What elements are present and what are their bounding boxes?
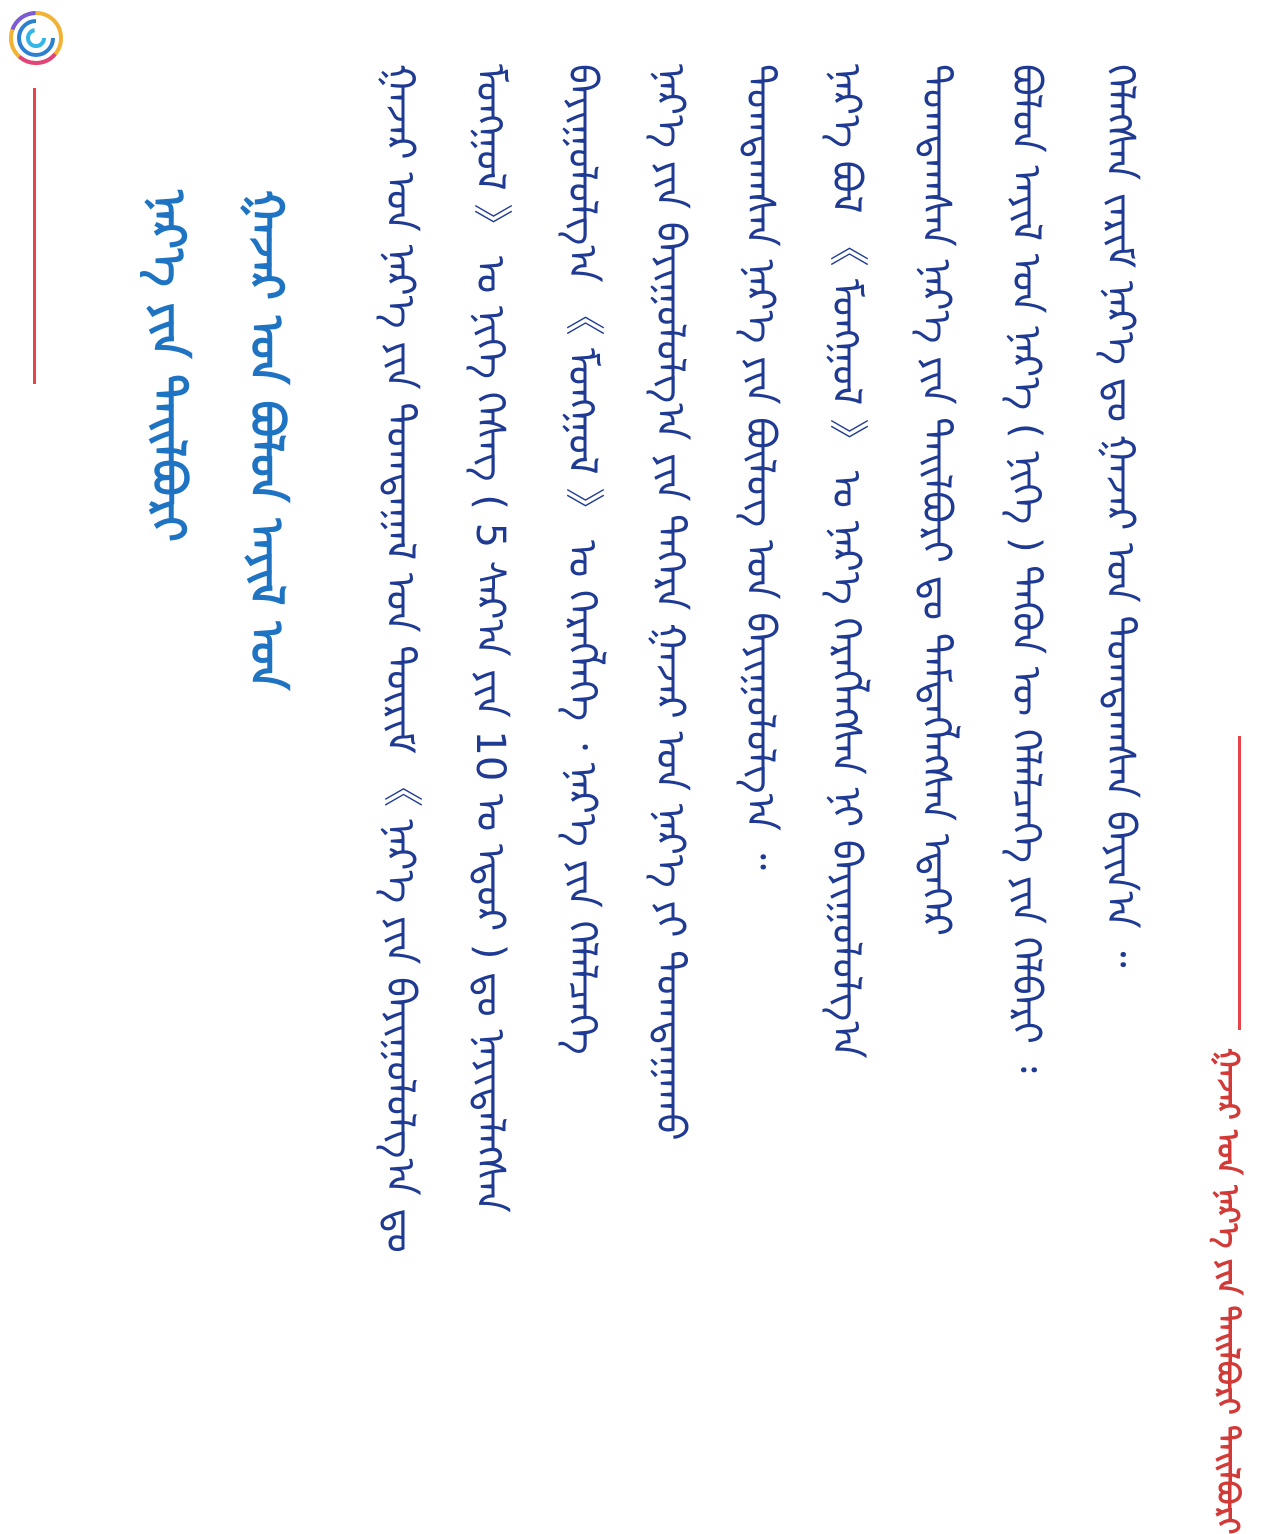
body-line-2: ᠪᠣᠯᠤᠨ ᠠᠶᠢᠯ ᠤᠨ ᠨᠡᠷ᠎ᠡ ( ᠨᠢᠭᠡ ) ᠲᠡᠭᠦᠨ ᠦ ᠬᠡᠯᠡᠯᠴᠡᠭᠡ ᠶᠢᠨ ᠬᠡᠯᠪᠡᠷᠢ ᠄ bbox=[1003, 64, 1049, 1073]
right-accent-divider bbox=[1238, 736, 1241, 1030]
body-line-8: ᠮᠣᠩᠭᠣᠯ 》 ᠤ ᠨᠢᠭᠡ ᠬᠡᠰᠡᠭ ( 5 ᠰᠠᠷ᠎ᠠ ᠶᠢᠨ 10 ᠤ ᠡᠳᠦᠷ ) ᠳᠤ ᠨᠡᠶᠢᠲᠡᠯᠡᠭᠰᠡᠨ bbox=[467, 64, 513, 1213]
title-line-1: ᠭᠠᠵᠠᠷ ᠤᠨ ᠪᠣᠯᠤᠨ ᠠᠶᠢᠯ ᠤᠨ bbox=[240, 190, 294, 691]
body-line-7: ᠪᠠᠶᠢᠭᠤᠯᠤᠯᠭ᠎ᠠ 《 ᠮᠣᠩᠭᠣᠯ 》 ᠤ ᠬᠡᠷᠡᠭᠯᠡᠭᠡ ᠂ ᠨᠡᠷ᠎ᠡ ᠶᠢᠨ ᠬᠡᠯᠡᠯᠴᠡᠭᠡ bbox=[559, 64, 605, 1055]
title-line-2: ᠨᠡᠷ᠎ᠡ ᠶᠢᠨ ᠲᠠᠢᠯᠪᠤᠷᠢ bbox=[142, 190, 196, 542]
body-line-5: ᠲᠣᠭᠲᠠᠭᠰᠠᠨ ᠨᠡᠷ᠎ᠡ ᠶᠢᠨ ᠪᠦᠯᠦᠭ ᠤᠨ ᠪᠠᠶᠢᠭᠤᠯᠤᠯᠭ᠎ᠠ ᠃ bbox=[737, 64, 783, 870]
spiral-logo-icon bbox=[8, 10, 64, 66]
body-line-9: ᠭᠠᠵᠠᠷ ᠤᠨ ᠨᠡᠷ᠎ᠡ ᠶᠢᠨ ᠲᠣᠭᠲᠠᠭᠠᠯ ᠤᠨ ᠳᠦᠷᠢᠮ 《 ᠨᠡᠷ᠎ᠡ ᠶᠢᠨ ᠪᠠᠶᠢᠭᠤᠯᠤᠯᠭ᠎ᠠ ᠳᠤ bbox=[377, 64, 423, 1253]
body-line-6: ᠨᠡᠷ᠎ᠡ ᠶᠢᠨ ᠪᠠᠶᠢᠭᠤᠯᠤᠯᠭ᠎ᠠ ᠶᠢᠨ ᠳᠡᠭᠡᠷᠡ ᠭᠠᠵᠠᠷ ᠤᠨ ᠨᠡᠷ᠎ᠡ ᠶᠢ ᠲᠣᠭᠲᠠᠭᠠᠬᠤ bbox=[647, 64, 693, 1141]
body-line-3: ᠲᠣᠭᠲᠠᠭᠰᠠᠨ ᠨᠡᠷ᠎ᠡ ᠶᠢᠨ ᠲᠠᠢᠯᠪᠤᠷᠢ ᠳᠤ ᠲᠡᠮᠳᠡᠭᠯᠡᠭᠰᠡᠨ ᠡᠳᠡᠭᠡᠷ bbox=[913, 64, 959, 937]
series-label: ᠭᠠᠵᠠᠷ ᠤᠨ ᠨᠡᠷ᠎ᠡ ᠶᠢᠨ ᠲᠠᠢᠯᠪᠤᠷᠢ ᠲᠠᠢᠯᠪᠤᠷᠢ bbox=[1210, 1048, 1245, 1534]
body-line-4: ᠨᠡᠷ᠎ᠡ ᠪᠣᠯ 《 ᠮᠣᠩᠭᠣᠯ 》 ᠤ ᠨᠡᠷ᠎ᠡ ᠬᠡᠷᠡᠭᠯᠡᠭᠰᠡᠨ ᠨᠢ ᠪᠠᠶᠢᠭᠤᠯᠤᠯᠭ᠎ᠠ bbox=[823, 64, 869, 1059]
left-accent-divider bbox=[33, 88, 36, 384]
body-line-1: ᠬᠡᠯᠡᠭᠰᠡᠨ ᠵᠠᠷᠢᠮ ᠨᠡᠷ᠎ᠡ ᠳᠤ ᠭᠠᠵᠠᠷ ᠤᠨ ᠲᠣᠭᠲᠠᠭᠰᠠᠨ ᠪᠠᠶᠢᠨ᠎ᠠ ᠃ bbox=[1097, 64, 1143, 968]
